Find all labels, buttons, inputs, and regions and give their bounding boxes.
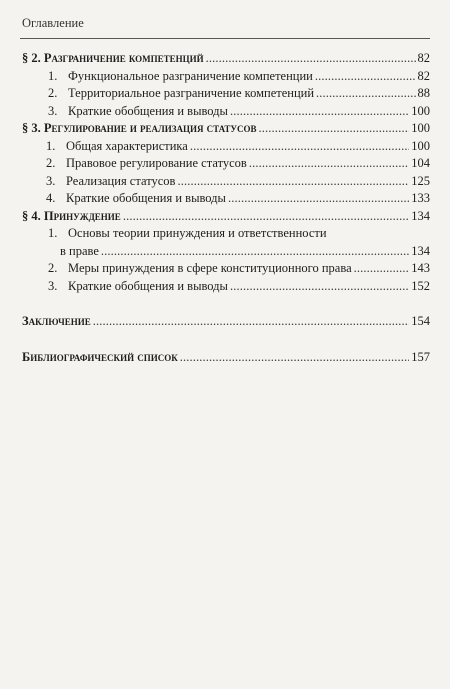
toc-item[interactable] (22, 85, 430, 103)
toc-section-title: Заключение (22, 314, 91, 328)
dot-leader (93, 313, 410, 331)
dot-leader (177, 173, 409, 191)
toc-item-label: Функциональное разграничение компетенции (68, 68, 313, 83)
toc-item[interactable] (22, 190, 430, 208)
toc-page-number: 88 (417, 86, 430, 100)
toc-section-3[interactable] (22, 120, 430, 138)
toc-page-number: 134 (411, 208, 430, 223)
dot-leader (228, 190, 409, 208)
dot-leader (315, 68, 416, 86)
toc-item-continuation[interactable] (22, 243, 430, 261)
toc-item-label: Краткие обобщения и выводы (68, 103, 228, 118)
dot-leader (101, 243, 409, 261)
dot-leader (258, 120, 409, 138)
toc-item-label: Краткие обобщения и выводы (66, 191, 226, 205)
toc-page-number: 100 (411, 103, 430, 118)
toc-page-number: 133 (411, 191, 430, 205)
toc-section-4[interactable] (22, 208, 430, 226)
toc-page-number: 125 (411, 173, 430, 188)
toc-item-label: Основы теории принуждения и ответственности (68, 226, 327, 240)
toc-page-number: 100 (411, 121, 430, 135)
toc-item-number: 1. (48, 68, 58, 83)
dot-leader (230, 278, 409, 296)
toc-item-label: Краткие обобщения и выводы (68, 278, 228, 293)
toc-page-number: 82 (417, 51, 430, 65)
toc-section-title: § 3. Регулирование и реализация статусов (22, 121, 257, 135)
toc-item[interactable] (22, 103, 430, 121)
toc-section-2[interactable] (22, 50, 430, 68)
toc-page-number: 143 (411, 261, 430, 275)
toc-page-number: 157 (411, 349, 430, 364)
toc-bibliography[interactable] (22, 349, 430, 367)
toc-page-number: 100 (411, 138, 430, 153)
dot-leader (249, 155, 409, 173)
dot-leader (206, 50, 416, 68)
toc-item[interactable] (22, 278, 430, 296)
toc-item-number: 2. (48, 261, 58, 275)
toc-item-number: 2. (46, 156, 56, 170)
toc-item[interactable] (22, 155, 430, 173)
toc-item-number: 1. (48, 226, 58, 240)
toc-item-number: 3. (48, 278, 58, 293)
toc-item-number: 1. (46, 138, 56, 153)
toc-section-title: § 4. Принуждение (22, 208, 121, 223)
toc-page-number: 154 (411, 314, 430, 328)
toc-item-label-cont: в праве (60, 243, 99, 258)
toc-page-number: 134 (411, 243, 430, 258)
toc-item-number: 2. (48, 86, 58, 100)
dot-leader (230, 103, 409, 121)
toc-item-label: Правовое регулирование статусов (66, 156, 247, 170)
toc-item-number: 3. (48, 103, 58, 118)
dot-leader (180, 349, 410, 367)
toc-item[interactable] (22, 173, 430, 191)
toc-section-title: Библиографический список (22, 349, 178, 364)
toc-page-number: 104 (411, 156, 430, 170)
toc-item[interactable] (22, 138, 430, 156)
page-header-title: Оглавление (22, 16, 84, 30)
toc-item-label: Общая характеристика (66, 138, 188, 153)
toc-conclusion[interactable] (22, 313, 430, 331)
toc-item-number: 4. (46, 191, 56, 205)
header-divider (20, 38, 430, 39)
table-of-contents (22, 50, 430, 366)
dot-leader (190, 138, 409, 156)
toc-item[interactable] (22, 225, 430, 243)
toc-item-label: Территориальное разграничение компетенций (68, 86, 315, 100)
toc-page-number: 82 (417, 68, 430, 83)
toc-item[interactable] (22, 260, 430, 278)
toc-item-number: 3. (46, 173, 56, 188)
toc-item[interactable] (22, 68, 430, 86)
toc-page-number: 152 (411, 278, 430, 293)
toc-item-label: Меры принуждения в сфере конституционного права (68, 261, 352, 275)
dot-leader (316, 85, 415, 103)
dot-leader (354, 260, 410, 278)
toc-item-label: Реализация статусов (66, 173, 176, 188)
dot-leader (123, 208, 409, 226)
toc-section-title: § 2. Разграничение компетенций (22, 51, 204, 65)
